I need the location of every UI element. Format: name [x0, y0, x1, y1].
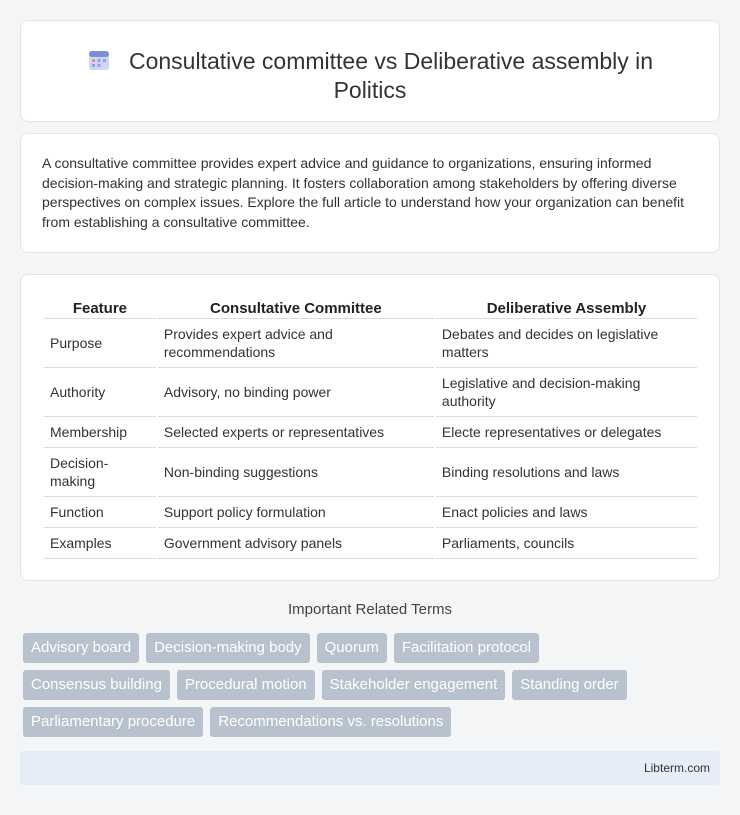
row-consultative: Provides expert advice and recommendations — [158, 319, 434, 368]
row-deliberative: Parliaments, councils — [436, 528, 697, 559]
related-terms-tags — [23, 633, 723, 744]
column-header-deliberative: Deliberative Assembly — [436, 295, 697, 319]
tag-recommendations-vs-resolutions[interactable]: Recommendations vs. resolutions — [210, 707, 451, 737]
row-deliberative: Legislative and decision-making authority — [436, 368, 697, 417]
table-row — [44, 319, 697, 368]
row-consultative: Selected experts or representatives — [158, 417, 434, 448]
tag-standing-order[interactable]: Standing order — [512, 670, 626, 700]
table-header-row — [44, 295, 697, 319]
row-feature: Examples — [44, 528, 156, 559]
comparison-table — [42, 295, 699, 559]
row-consultative: Support policy formulation — [158, 497, 434, 528]
tag-facilitation-protocol[interactable]: Facilitation protocol — [394, 633, 539, 663]
footer-site-link[interactable]: Libterm.com — [643, 761, 710, 775]
comparison-card — [20, 274, 720, 581]
title-card — [20, 20, 720, 122]
page-title-wrap — [61, 47, 679, 105]
row-feature: Authority — [44, 368, 156, 417]
tag-quorum[interactable]: Quorum — [317, 633, 387, 663]
table-row — [44, 417, 697, 448]
tag-advisory-board[interactable]: Advisory board — [23, 633, 139, 663]
table-row — [44, 528, 697, 559]
row-consultative: Advisory, no binding power — [158, 368, 434, 417]
tag-procedural-motion[interactable]: Procedural motion — [177, 670, 315, 700]
intro-card — [20, 133, 720, 253]
footer — [20, 751, 720, 785]
table-row — [44, 368, 697, 417]
table-row — [44, 497, 697, 528]
column-header-consultative: Consultative Committee — [158, 295, 434, 319]
row-feature: Purpose — [44, 319, 156, 368]
page-title: Consultative committee vs Deliberative assembly in Politics — [128, 48, 654, 103]
table-row — [44, 448, 697, 497]
row-feature: Decision-making — [44, 448, 156, 497]
tag-parliamentary-procedure[interactable]: Parliamentary procedure — [23, 707, 203, 737]
tag-consensus-building[interactable]: Consensus building — [23, 670, 170, 700]
row-deliberative: Binding resolutions and laws — [436, 448, 697, 497]
tag-decision-making-body[interactable]: Decision-making body — [146, 633, 310, 663]
calendar-icon — [87, 48, 111, 72]
row-deliberative: Debates and decides on legislative matters — [436, 319, 697, 368]
related-terms-heading: Important Related Terms — [288, 601, 452, 618]
row-consultative: Non-binding suggestions — [158, 448, 434, 497]
row-deliberative: Enact policies and laws — [436, 497, 697, 528]
intro-text: A consultative committee provides expert advice and guidance to organizations, ensuring informed decision-making and strategic planning. It fosters collaboration among stakeholders by offering diverse perspectives on complex issues. Explore the full article to understand how your organization can benefit from establishing a consultative committee. — [42, 155, 685, 230]
row-deliberative: Electe representatives or delegates — [436, 417, 697, 448]
row-consultative: Government advisory panels — [158, 528, 434, 559]
row-feature: Function — [44, 497, 156, 528]
tag-stakeholder-engagement[interactable]: Stakeholder engagement — [322, 670, 506, 700]
column-header-feature: Feature — [44, 295, 156, 319]
row-feature: Membership — [44, 417, 156, 448]
